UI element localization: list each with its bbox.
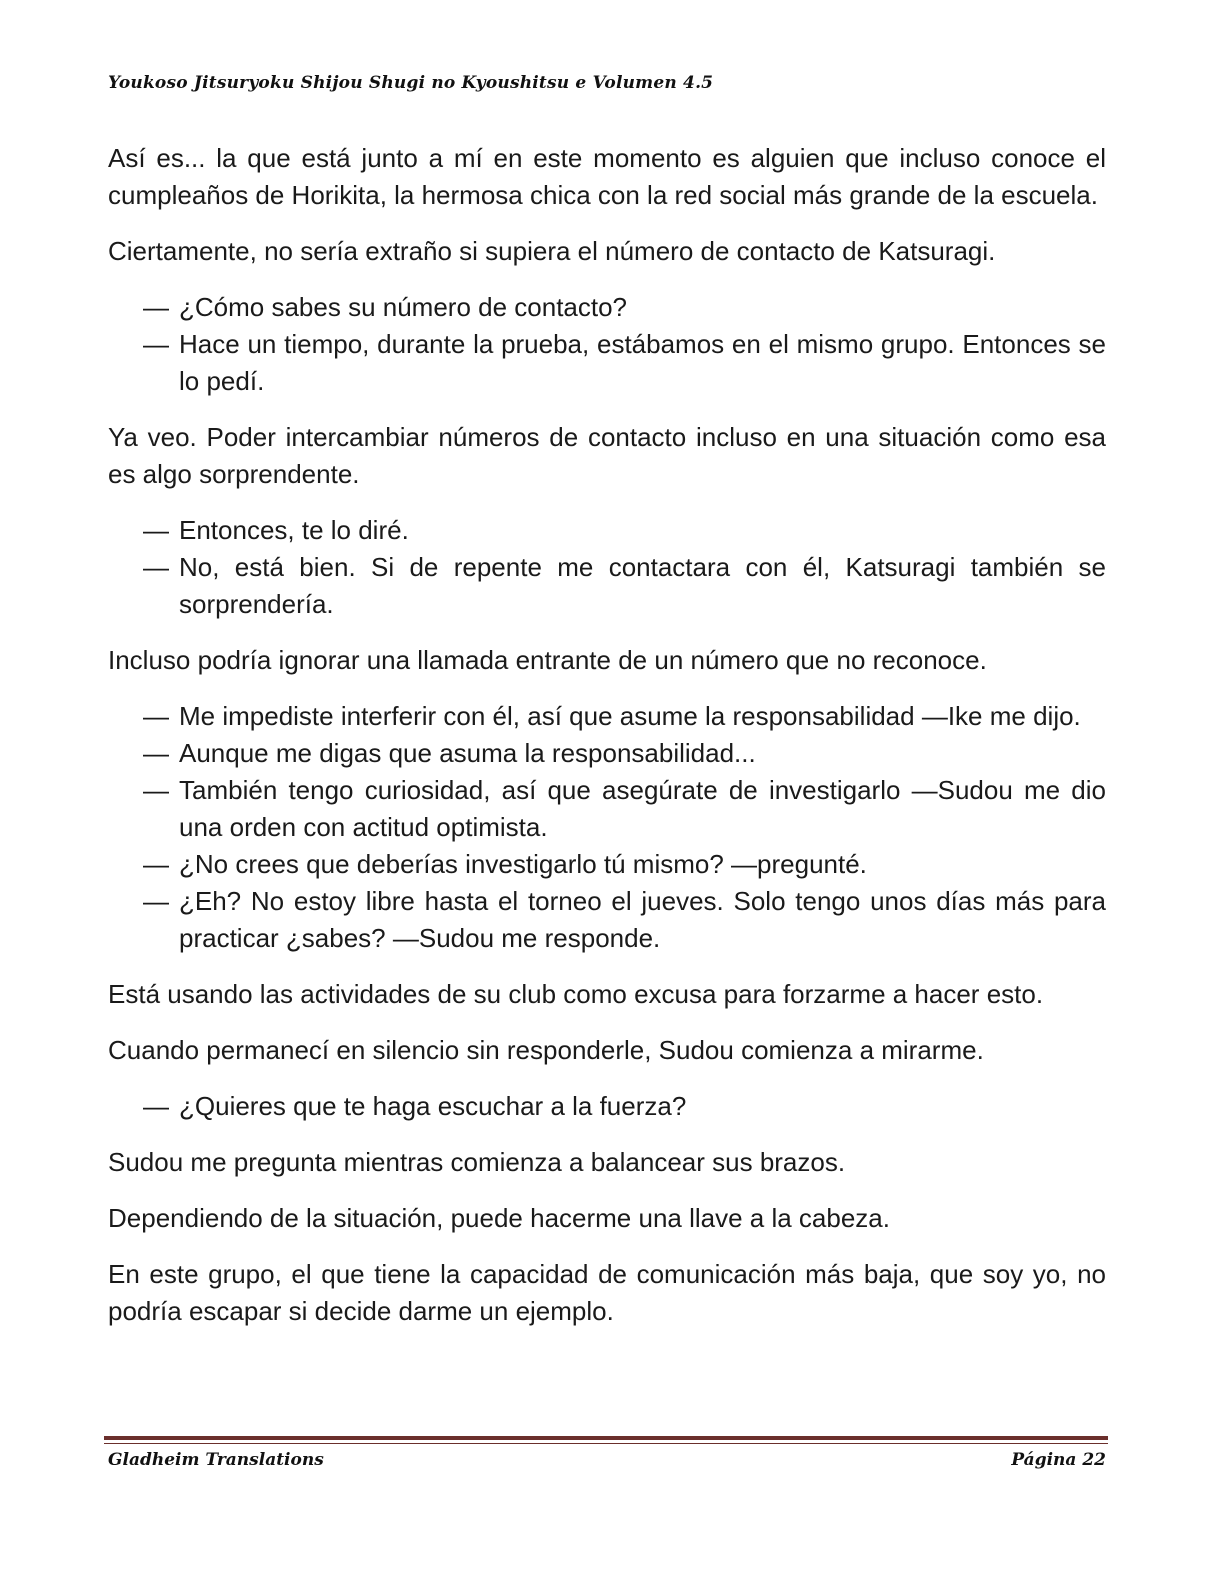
- dialogue-line: [108, 883, 1106, 957]
- paragraph: Está usando las actividades de su club como excusa para forzarme a hacer esto.: [108, 979, 1044, 1009]
- dialogue-line: [108, 289, 1106, 326]
- em-dash: —: [143, 292, 169, 322]
- dialogue-line: [108, 846, 1106, 883]
- footer-page-number: Página 22: [1011, 1450, 1106, 1470]
- em-dash: —: [143, 886, 169, 916]
- dialogue-group: [108, 512, 1106, 623]
- paragraph: En este grupo, el que tiene la capacidad de comunicación más baja, que soy yo, no podría escapar si decide darme un ejemplo.: [108, 1259, 1106, 1326]
- dialogue-group: [108, 289, 1106, 400]
- dialogue-text: Entonces, te lo diré.: [179, 515, 409, 545]
- em-dash: —: [143, 701, 169, 731]
- dialogue-line: [108, 512, 1106, 549]
- dialogue-text: Aunque me digas que asuma la responsabilidad...: [179, 738, 756, 768]
- running-header: Youkoso Jitsuryoku Shijou Shugi no Kyoushitsu e Volumen 4.5: [108, 73, 714, 93]
- dialogue-text: ¿Quieres que te haga escuchar a la fuerza?: [179, 1091, 687, 1121]
- footer-publisher: Gladheim Translations: [108, 1450, 324, 1470]
- em-dash: —: [143, 329, 169, 359]
- footer-rule-thin: [104, 1443, 1108, 1444]
- em-dash: —: [143, 775, 169, 805]
- dialogue-text: ¿Eh? No estoy libre hasta el torneo el jueves. Solo tengo unos días más para practicar ¿sabes? —Sudou me responde.: [179, 886, 1106, 953]
- dialogue-line: [108, 549, 1106, 623]
- dialogue-text: ¿No crees que deberías investigarlo tú mismo? —pregunté.: [179, 849, 867, 879]
- dialogue-line: [108, 772, 1106, 846]
- dialogue-line: [108, 326, 1106, 400]
- dialogue-text: No, está bien. Si de repente me contactara con él, Katsuragi también se sorprendería.: [179, 552, 1106, 619]
- em-dash: —: [143, 738, 169, 768]
- em-dash: —: [143, 515, 169, 545]
- em-dash: —: [143, 1091, 169, 1121]
- dialogue-group: [108, 698, 1106, 957]
- paragraph: Sudou me pregunta mientras comienza a balancear sus brazos.: [108, 1147, 846, 1177]
- dialogue-line: [108, 698, 1106, 735]
- dialogue-group: [108, 1088, 1106, 1125]
- paragraph: Incluso podría ignorar una llamada entrante de un número que no reconoce.: [108, 645, 987, 675]
- dialogue-line: [108, 1088, 1106, 1125]
- page-body: [108, 140, 1106, 1349]
- dialogue-text: ¿Cómo sabes su número de contacto?: [179, 292, 628, 322]
- dialogue-text: Me impediste interferir con él, así que asume la responsabilidad —Ike me dijo.: [179, 701, 1081, 731]
- paragraph: Cuando permanecí en silencio sin responderle, Sudou comienza a mirarme.: [108, 1035, 984, 1065]
- footer-rule: [104, 1436, 1108, 1440]
- em-dash: —: [143, 849, 169, 879]
- dialogue-text: Hace un tiempo, durante la prueba, estábamos en el mismo grupo. Entonces se lo pedí.: [179, 329, 1106, 396]
- paragraph: Ciertamente, no sería extraño si supiera el número de contacto de Katsuragi.: [108, 236, 996, 266]
- paragraph: Así es... la que está junto a mí en este momento es alguien que incluso conoce el cumpleaños de Horikita, la hermosa chica con la red social más grande de la escuela.: [108, 143, 1106, 210]
- paragraph: Ya veo. Poder intercambiar números de contacto incluso en una situación como esa es algo sorprendente.: [108, 422, 1106, 489]
- em-dash: —: [143, 552, 169, 582]
- dialogue-line: [108, 735, 1106, 772]
- paragraph: Dependiendo de la situación, puede hacerme una llave a la cabeza.: [108, 1203, 890, 1233]
- dialogue-text: También tengo curiosidad, así que asegúrate de investigarlo —Sudou me dio una orden con actitud optimista.: [179, 775, 1106, 842]
